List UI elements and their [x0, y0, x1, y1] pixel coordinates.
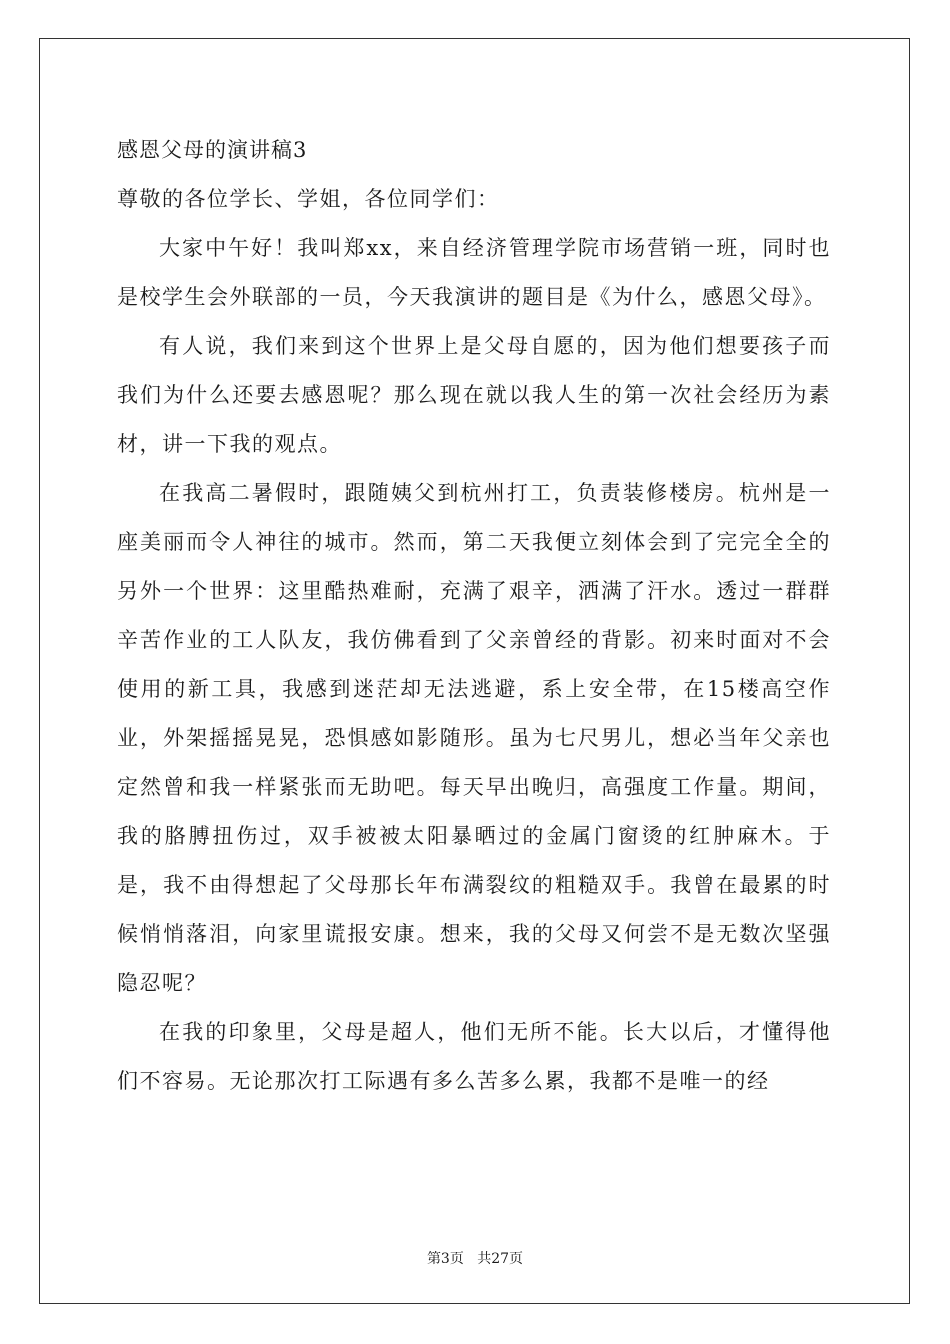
paragraph-intro: 大家中午好！我叫郑xx，来自经济管理学院市场营销一班，同时也是校学生会外联部的一员，今天我演讲的题目是《为什么，感恩父母》。 — [117, 236, 831, 309]
salutation: 尊敬的各位学长、学姐，各位同学们： — [117, 187, 500, 211]
paragraph-question: 有人说，我们来到这个世界上是父母自愿的，因为他们想要孩子而我们为什么还要去感恩呢？那么现在就以我人生的第一次社会经历为素材，讲一下我的观点。 — [117, 334, 831, 456]
document-title: 感恩父母的演讲稿3 — [117, 138, 308, 162]
page-total: 共27页 — [477, 1251, 524, 1267]
page-number: 第3页 — [426, 1251, 464, 1267]
document-body — [117, 126, 831, 1106]
paragraph-impression: 在我的印象里，父母是超人，他们无所不能。长大以后，才懂得他们不容易。无论那次打工际遇有多么苦多么累，我都不是唯一的经 — [117, 1020, 831, 1093]
page-footer — [0, 1248, 950, 1268]
paragraph-experience: 在我高二暑假时，跟随姨父到杭州打工，负责装修楼房。杭州是一座美丽而令人神往的城市。然而，第二天我便立刻体会到了完完全全的另外一个世界：这里酷热难耐，充满了艰辛，洒满了汗水。透过一群群辛苦作业的工人队友，我仿佛看到了父亲曾经的背影。初来时面对不会使用的新工具，我感到迷茫却无法逃避，系上安全带，在15楼高空作业，外架摇摇晃晃，恐惧感如影随形。虽为七尺男儿，想必当年父亲也定然曾和我一样紧张而无助吧。每天早出晚归，高强度工作量。期间，我的胳膊扭伤过，双手被被太阳暴晒过的金属门窗烫的红肿麻木。于是，我不由得想起了父母那长年布满裂纹的粗糙双手。我曾在最累的时候悄悄落泪，向家里谎报安康。想来，我的父母又何尝不是无数次坚强隐忍呢？ — [117, 481, 831, 995]
